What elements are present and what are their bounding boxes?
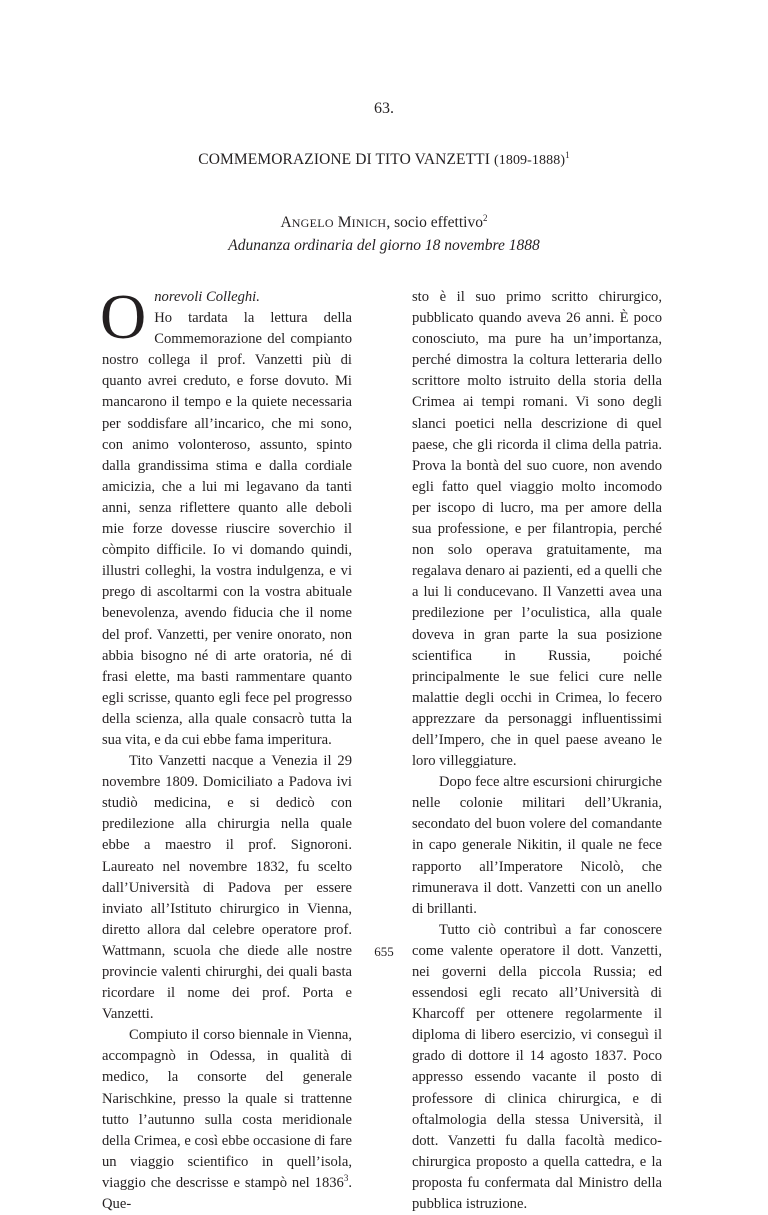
author-last-rest: INICH [351,216,387,230]
paragraph-1 [100,281,352,751]
title-text: COMMEMORAZIONE DI TITO VANZETTI [198,151,491,168]
paragraph-2: Tito Vanzetti nacque a Venezia il 29 novembre 1809. Domiciliato a Padova ivi studiò medicina, e si dedicò con predilezione alla chirurgia nella quale ebbe a maestro il prof. Signoroni. Laureato nel novembre 1832, fu scelto dall’Università di Padova per essere inviato all’Istituto chirurgico in Vienna, diretto allora dal celebre operatore prof. Wattmann, scuola che diede alle nostre provincie valenti chirurghi, dei quali basta ricordare il nome dei prof. Porta e Vanzetti. [102,753,352,1023]
session-line: Adunanza ordinaria del giorno 18 novembre 1888 [228,237,540,254]
paragraph-3-continued: sto è il suo primo scritto chirurgico, pubblicato quando aveva 26 anni. È poco conosciuto, ma pure ha un’importanza, perché dimostra la coltura letteraria dello scrittore molto istruito della storia della Crimea ai tempi romani. Vi sono degli slanci poetici nella descrizione di quel paese, che gli ricorda il clima della patria. Prova la bontà del suo cuore, non avendo egli fatto quel viaggio molto incomodo per iscopo di lucro, ma per amore della sua professione, e per filantropia, perché non solo operava gratuitamente, ma regalava denaro ai pazienti, ed a quelli che a lui li conducevano. Il Vanzetti avea una predilezione per l’oculistica, alla quale doveva in gran parte la sua posizione scientifica in Russia, poiché principalmente le sue felici cure nelle malattie degli occhi in Crimea, lo fecero apprezzare da personaggi influentissimi dell’Impero, che in quel paese aveano le loro villeggiature. [412,289,662,770]
title-years: (1809-1888) [494,153,566,168]
chapter-title [0,151,768,169]
paragraph-5: Tutto ciò contribuì a far conoscere come valente operatore il dott. Vanzetti, nei governi della piccola Russia; ed essendosi egli recato all’Università di Kharcoff per ottenere regolarmente il diploma di libero esercizio, vi conseguì il grado di dottore il 14 agosto 1837. Poco appresso essendo vacante il posto di professore di clinica chirurgica, e di oftalmologia della stessa Università, il dott. Vanzetti fu dalla facoltà medico-chirurgica proposto a quella cattedra, e la proposta fu confermata dal Ministro della pubblica istruzione. [412,921,662,1213]
author-role: , socio effettivo [386,214,483,231]
right-column [412,287,662,1215]
author-last-initial: M [337,214,352,231]
footnote-marker-3: 3 [343,1173,349,1184]
author-line [0,214,768,232]
paragraph-3 [102,1025,352,1215]
salutation: norevoli Colleghi. [154,289,260,305]
author-first-initial: A [280,214,292,231]
drop-cap: O [100,281,147,352]
paragraph-3-tail: . Que- [102,1174,352,1213]
footnote-marker-1: 1 [565,149,570,160]
footnote-marker-2: 2 [482,212,488,223]
paragraph-1-text: Ho tardata la lettura della Commemorazione del compianto nostro collega il prof. Vanzetti più di quanto avrei creduto, e forse dovuto. Mi mancarono il tempo e la quiete necessaria per soddisfare all’incarico, che mi sono, con animo volonteroso, assunto, spinto dalla grandissima stima e dalla cordiale amicizia, che a lui mi legavano da tanti anni, senza riflettere quanto alle deboli mie forze dovesse riuscire soverchio il còmpito difficile. Io vi domando quindi, illustri colleghi, la vostra indulgenza, e vi prego di ascoltarmi con la vostra abituale benevolenza, avendo fiducia che il nome del prof. Vanzetti, per venire onorato, non abbia bisogno né di arte oratoria, né di frasi elette, ma basti rammentare quanto egli scrisse, quanto egli fece pel progresso della scienza, alla quale consacrò tutta la sua vita, e da cui ebbe fama imperitura. [102,310,352,748]
paragraph-3-text: Compiuto il corso biennale in Vienna, accompagnò in Odessa, in qualità di medico, la consorte del generale Narischkine, presso la quale si trattenne tutto l’autunno sulla costa meridionale della Crimea, e così ebbe occasione di fare un viaggio scientifico in quell’isola, viaggio che descrisse e stampò nel 1836 [102,1027,352,1191]
paragraph-4: Dopo fece altre escursioni chirurgiche nelle colonie militari dell’Ukrania, secondato del buon volere del comandante in capo generale Nikitin, il quale ne fece rapporto all’Imperatore Nicolò, che rimunerava il dott. Vanzetti con un anello di brillanti. [412,774,662,917]
author-first-rest: NGELO [291,216,334,230]
left-column [100,281,352,1215]
chapter-number: 63. [374,100,394,117]
page-number: 655 [374,944,394,959]
